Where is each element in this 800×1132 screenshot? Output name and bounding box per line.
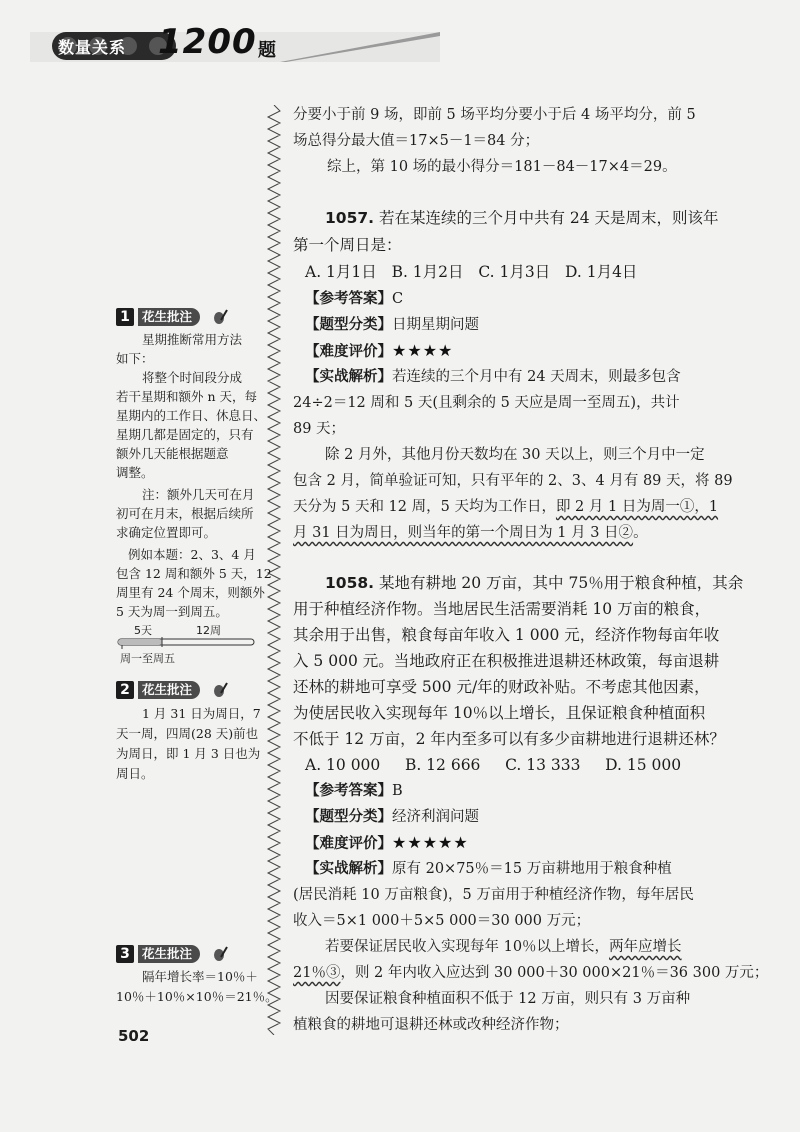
question-1058-text: 1058. 某地有耕地 20 万亩，其中 75％用于粮食种植，其余 [325, 574, 744, 592]
question-1057-text: 1057. 若在某连续的三个月中共有 24 天是周末，则该年 [325, 209, 719, 227]
answer-value: B [392, 783, 403, 799]
note-number-badge: 2 [116, 681, 134, 699]
question-number: 1058. [325, 574, 375, 592]
diagram-label-weeks: 12周 [196, 624, 221, 637]
category-row: 【题型分类】经济利润问题 [305, 809, 479, 825]
sidebar-note-line: 将整个时间段分成 [142, 370, 243, 385]
note-number-badge: 3 [116, 945, 134, 963]
wavy-underline-text: 即 2 月 1 日为周一①，1 [555, 499, 719, 515]
sidebar-note-line: 调整。 [116, 465, 154, 480]
sidebar-note-1-header [116, 308, 236, 326]
category-row: 【题型分类】日期星期问题 [305, 317, 479, 333]
difficulty-row: 【难度评价】★★★★ [305, 341, 454, 360]
peanut-pen-icon [212, 308, 228, 326]
sidebar-note-line: 1 月 31 日为周日，7 [142, 706, 261, 721]
note-title: 花生批注 [138, 945, 200, 963]
sidebar-note-line: 星期内的工作日、休息日、 [116, 408, 267, 423]
continuation-conclusion: 综上，第 10 场的最小得分＝181－84－17×4＝29。 [327, 159, 677, 175]
wavy-underline-text: 两年应增长 [609, 939, 682, 955]
sidebar-note-line: 5 天为周一到周五。 [116, 604, 228, 619]
difficulty-stars: ★★★★ [392, 341, 454, 360]
option-a: A. 1月1日 [305, 263, 377, 281]
analysis-row: 【实战解析】若连续的三个月中有 24 天周末，则最多包含 [305, 369, 681, 385]
sidebar-note-line: 10％＋10％×10％＝21％。 [116, 989, 278, 1004]
question-number: 1057. [325, 209, 375, 227]
note-number-badge: 1 [116, 308, 134, 326]
sidebar-note-line: 如下： [116, 351, 154, 366]
sidebar-note-line: 天一周，四周(28 天)前也 [116, 726, 259, 741]
header-brand-suffix: 题 [258, 40, 276, 61]
analysis-line: (居民消耗 10 万亩粮食)，5 万亩用于种植经济作物，每年居民 [293, 887, 694, 903]
sidebar-note-2-header [116, 681, 236, 699]
sidebar-note-line: 求确定位置即可。 [116, 525, 217, 540]
sidebar-note-line: 隔年增长率＝10％＋ [142, 969, 258, 984]
header-brand-number: 1200 [158, 22, 257, 62]
header-brand-text: 数量关系 [58, 38, 127, 57]
continuation-line: 场总得分最大值＝17×5－1＝84 分； [293, 133, 540, 149]
option-b: B. 1月2日 [391, 263, 464, 281]
category-value: 日期星期问题 [392, 317, 479, 333]
question-1058-text-cont: 其余用于出售，粮食每亩年收入 1 000 元，经济作物每亩年收 [293, 626, 720, 644]
analysis-line: 24÷2＝12 周和 5 天(且剩余的 5 天应是周一至周五)，共计 [293, 395, 680, 411]
peanut-pen-icon [212, 681, 228, 699]
question-1058-text-cont: 为使居民收入实现每年 10％以上增长，且保证粮食种植面积 [293, 704, 706, 722]
question-1058-text-cont: 用于种植经济作物。当地居民生活需要消耗 10 万亩的粮食， [293, 600, 711, 618]
analysis-line: 除 2 月外，其他月份天数均在 30 天以上，则三个月中一定 [325, 447, 705, 463]
sidebar-note-line: 星期几都是固定的，只有 [116, 427, 254, 442]
sidebar-note-line: 周日。 [116, 766, 154, 781]
sidebar-note-line: 注：额外几天可在月 [142, 487, 255, 502]
option-a: A. 10 000 [305, 756, 381, 774]
sidebar-note-3-header [116, 945, 236, 963]
analysis-line: 21％③，则 2 年内收入应达到 30 000＋30 000×21％＝36 300 万元； [293, 965, 769, 981]
note-title: 花生批注 [138, 308, 200, 326]
option-c: C. 13 333 [505, 756, 581, 774]
option-c: C. 1月3日 [478, 263, 551, 281]
option-b: B. 12 666 [404, 756, 481, 774]
question-1058-text-cont: 不低于 12 万亩，2 年内至多可以有多少亩耕地进行退耕还林？ [293, 730, 725, 748]
analysis-line: 月 31 日为周日，则当年的第一个周日为 1 月 3 日②。 [293, 525, 648, 541]
analysis-row: 【实战解析】原有 20×75％＝15 万亩耕地用于粮食种植 [305, 861, 672, 877]
option-d: D. 1月4日 [564, 263, 638, 281]
continuation-line: 分要小于前 9 场，即前 5 场平均分要小于后 4 场平均分，前 5 [293, 107, 696, 123]
analysis-line: 若要保证居民收入实现每年 10％以上增长，两年应增长 [325, 939, 682, 955]
sidebar-note-line: 星期推断常用方法 [142, 332, 243, 347]
analysis-line: 因要保证粮食种植面积不低于 12 万亩，则只有 3 万亩种 [325, 991, 691, 1007]
question-1058-text-cont: 入 5 000 元。当地政府正在积极推进退耕还林政策，每亩退耕 [293, 652, 720, 670]
analysis-line: 89 天； [293, 421, 346, 437]
page-number: 502 [118, 1027, 150, 1045]
diagram-label-days: 5天 [134, 624, 152, 637]
sidebar-note-line: 例如本题：2、3、4 月 [128, 547, 256, 562]
answer-value: C [392, 291, 404, 307]
wavy-underline-text: 21％③ [293, 965, 341, 981]
question-1057-options [305, 262, 637, 282]
wavy-underline-text: 月 31 日为周日，则当年的第一个周日为 1 月 3 日② [293, 525, 634, 541]
sidebar-note-line: 额外几天能根据题意 [116, 446, 229, 461]
sidebar-note-line: 包含 12 周和额外 5 天，12 [116, 566, 272, 581]
difficulty-stars: ★★★★★ [392, 833, 469, 852]
peanut-pen-icon [212, 945, 228, 963]
analysis-line: 植粮食的耕地可退耕还林或改种经济作物； [293, 1017, 569, 1033]
timeline-bar [116, 635, 256, 649]
difficulty-row: 【难度评价】★★★★★ [305, 833, 469, 852]
question-1058-options [305, 755, 681, 775]
question-1058-text-cont: 还林的耕地可享受 500 元/年的财政补贴。不考虑其他因素， [293, 678, 710, 696]
analysis-line: 包含 2 月，简单验证可知，只有平年的 2、3、4 月有 89 天，将 89 [293, 473, 733, 489]
sidebar-note-line: 为周日，即 1 月 3 日也为 [116, 746, 261, 761]
category-value: 经济利润问题 [392, 809, 479, 825]
option-d: D. 15 000 [605, 756, 682, 774]
answer-row: 【参考答案】B [305, 783, 403, 799]
analysis-line: 收入＝5×1 000＋5×5 000＝30 000 万元； [293, 913, 591, 929]
sidebar-note-line: 若干星期和额外 n 天，每 [116, 389, 257, 404]
answer-row: 【参考答案】C [305, 291, 404, 307]
diagram-caption: 周一至周五 [120, 652, 175, 665]
sidebar-note-line: 周里有 24 个周末，则额外 [116, 585, 265, 600]
question-1057-text-cont: 第一个周日是： [293, 236, 402, 254]
sidebar-note-line: 初可在月末，根据后续所 [116, 506, 254, 521]
note-title: 花生批注 [138, 681, 200, 699]
analysis-line: 天分为 5 天和 12 周，5 天均为工作日，即 2 月 1 日为周一①，1 [293, 499, 719, 515]
